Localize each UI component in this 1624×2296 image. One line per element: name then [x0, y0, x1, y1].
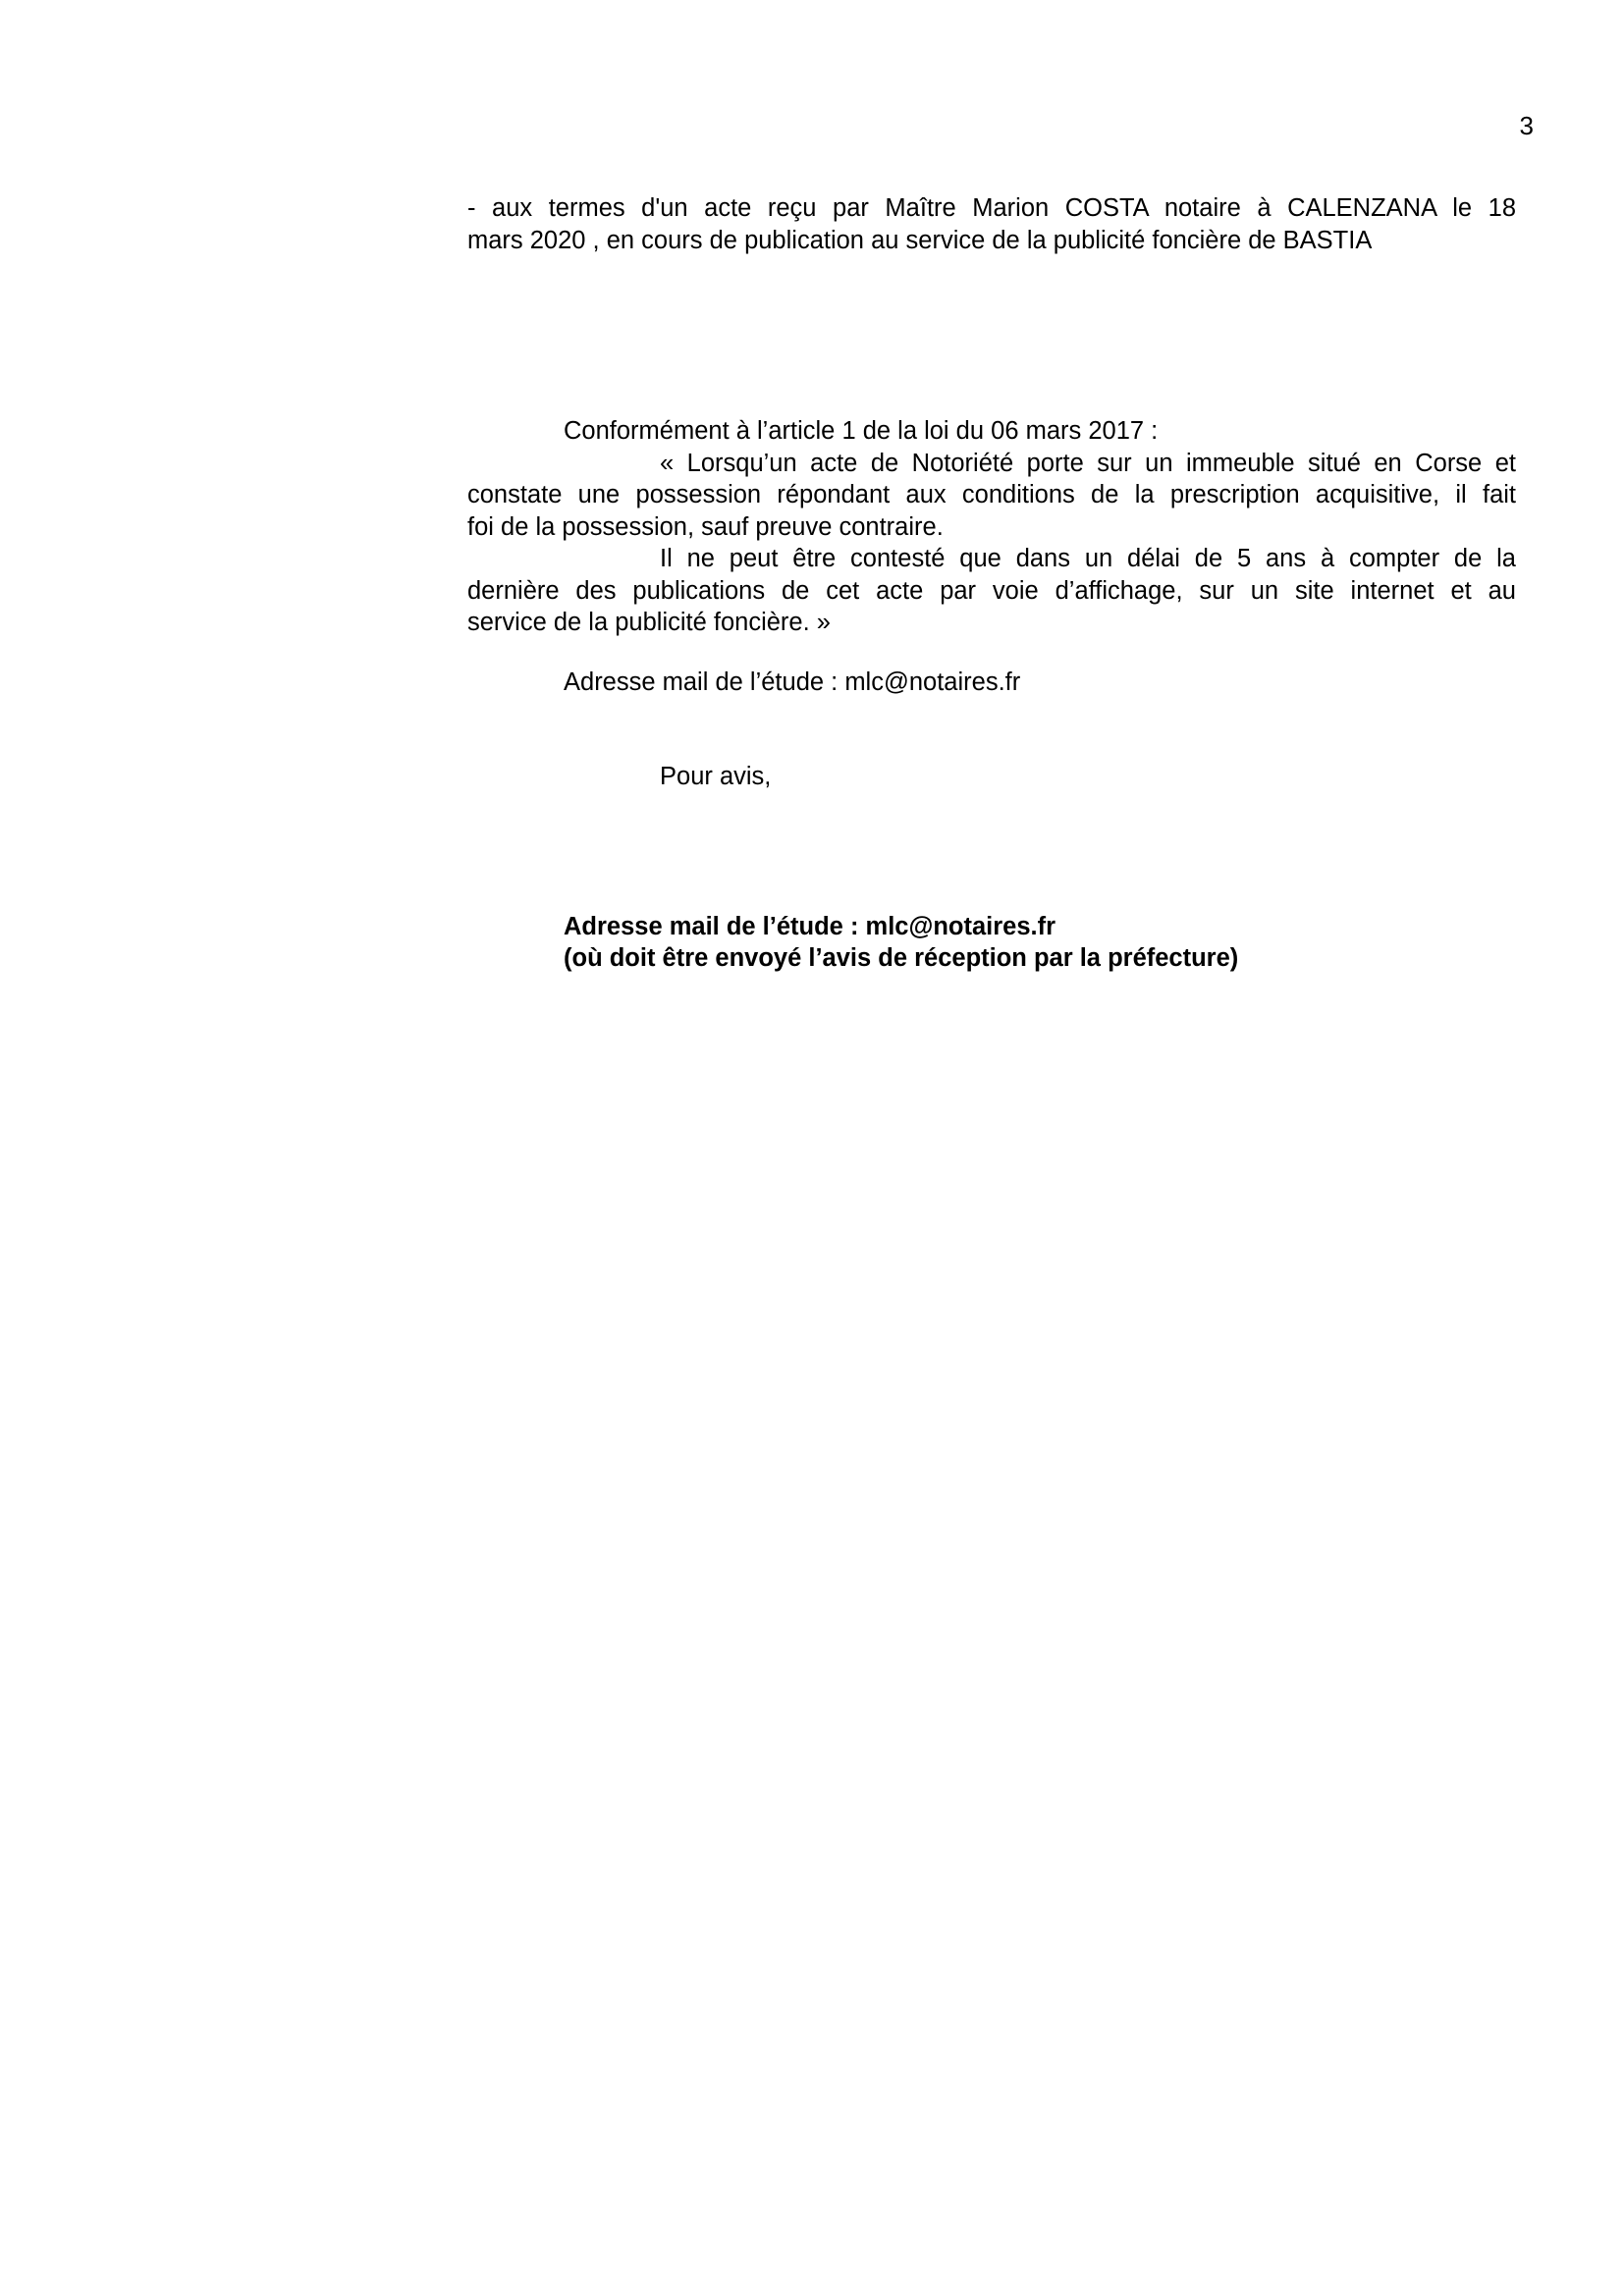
article-reference-paragraph — [467, 415, 1516, 448]
intro-paragraph — [467, 192, 1516, 256]
quote-paragraph-1 — [467, 448, 1516, 544]
page-number: 3 — [1519, 111, 1534, 140]
quote-paragraph-2 — [467, 543, 1516, 639]
article-reference: Conformément à l’article 1 de la loi du 06 mars 2017 : — [564, 417, 1159, 445]
quote-2-line-3: service de la publicité foncière. » — [467, 609, 831, 636]
intro-line-2: mars 2020 , en cours de publication au service de la publicité foncière de BASTIA — [467, 226, 1373, 254]
quote-1-line-1: « Lorsqu’un acte de Notoriété porte sur un immeuble situé en Corse et — [660, 449, 1516, 477]
quote-1-line-2: constate une possession répondant aux conditions de la prescription acquisitive, il fait — [467, 481, 1516, 508]
quote-2-line-2: dernière des publications de cet acte par voie d’affichage, sur un site internet et au — [467, 576, 1516, 605]
footer-note-text: (où doit être envoyé l’avis de réception par la préfecture) — [564, 944, 1239, 972]
document-body — [467, 192, 1516, 975]
footer-email-text: Adresse mail de l’étude : mlc@notaires.fr — [564, 912, 1056, 940]
quote-2-line-1: Il ne peut être contesté que dans un délai de 5 ans à compter de la — [660, 545, 1516, 572]
closing-text: Pour avis, — [660, 763, 772, 790]
email-paragraph — [467, 667, 1516, 699]
intro-line-1: - aux termes d'un acte reçu par Maître Marion COSTA notaire à CALENZANA le 18 — [467, 194, 1516, 222]
email-text: Adresse mail de l’étude : mlc@notaires.fr — [564, 667, 1021, 696]
footer-bold-block — [467, 911, 1516, 975]
quote-1-line-3: foi de la possession, sauf preuve contraire. — [467, 512, 944, 541]
closing-paragraph — [467, 761, 1516, 793]
